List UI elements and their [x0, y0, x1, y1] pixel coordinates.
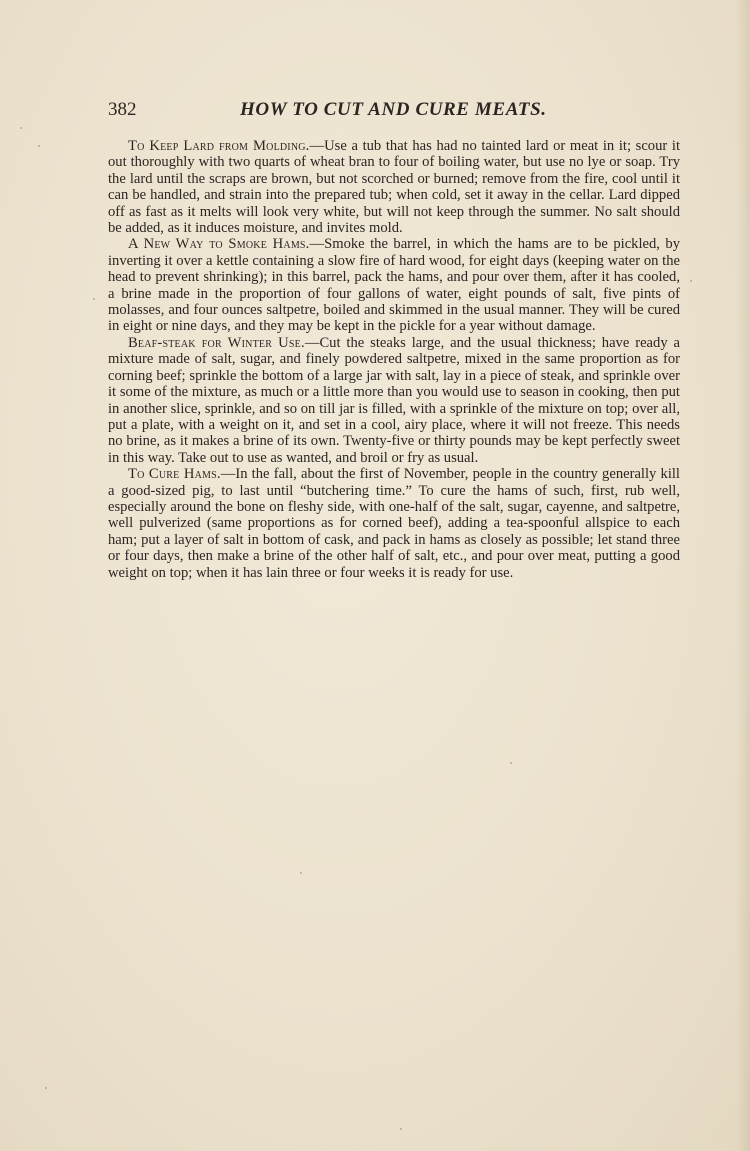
paragraph-heading: Beaf-steak for Winter Use.	[128, 334, 305, 351]
running-title: HOW TO CUT AND CURE MEATS.	[240, 99, 547, 120]
page-edge-shadow	[736, 0, 750, 1151]
paragraph-text: —Cut the steaks large, and the usual thickness; have ready a mixture made of salt, sugar, and finely powdered saltpetre, mixed in the same proportion as for corning beef; sprinkle the bottom of a large jar with salt, lay in a piece of steak, and sprinkle over it some of the mixture, as much or a little more than you would use to season in cooking, then put in another slice, sprinkle, and so on till jar is filled, with a sprinkle of the mixture on top; over all, put a plate, with a weight on it, and set in a cool, airy place, where it will not freeze. This needs no brine, as it makes a brine of its own. Twenty-five or thirty pounds may be kept perfectly sweet in this way. Take out to use as wanted, and broil or fry as usual.	[108, 334, 680, 466]
page-header	[108, 99, 682, 123]
paragraph-heading: To Cure Hams.	[128, 466, 221, 483]
paper-speck	[690, 280, 692, 282]
paper-speck	[38, 145, 40, 147]
paper-speck	[45, 1087, 47, 1089]
page-number: 382	[108, 99, 137, 120]
paragraph-text: —Smoke the barrel, in which the hams are to be pickled, by inverting it over a kettle containing a slow fire of hard wood, for eight days (keeping water on the head to prevent shrinking); in this barrel, pack the hams, and pour over them, after it has cooled, a brine made in the proportion of four gallons of water, eight pounds of salt, five pints of molasses, and four ounces saltpetre, boiled and skimmed in the usual manner. They will be cured in eight or nine days, and they may be kept in the pickle for a year without damage.	[108, 236, 680, 335]
paragraph-cure-hams	[108, 466, 680, 581]
paper-speck	[20, 127, 22, 129]
paragraph-smoke-hams	[108, 236, 680, 334]
paper-speck	[93, 298, 95, 300]
paragraph-keep-lard	[108, 138, 680, 236]
paper-speck	[300, 872, 302, 874]
paper-speck	[400, 1128, 402, 1130]
paragraph-beaf-steak	[108, 335, 680, 466]
paragraph-heading: A New Way to Smoke Hams.	[128, 236, 310, 253]
paragraph-heading: To Keep Lard from Molding.	[128, 138, 310, 154]
paper-speck	[510, 762, 512, 764]
paragraph-text: —In the fall, about the first of November, people in the country generally kill a good-sized pig, to last until “butchering time.” To cure the hams of such, first, rub well, especially around the bone on fleshy side, with one-half of the salt, sugar, cayenne, and saltpetre, well pulverized (same proportions as for corned beef), adding a tea-spoonful allspice to each ham; put a layer of salt in bottom of cask, and pack in hams as closely as possible; let stand three or four days, then make a brine of the other half of salt, etc., and pour over meat, putting a good weight on top; when it has lain three or four weeks it is ready for use.	[108, 466, 680, 581]
paragraph-text: —Use a tub that has had no tainted lard or meat in it; scour it out thoroughly with two quarts of wheat bran to four of boiling water, but use no lye or soap. Try the lard until the scraps are brown, but not scorched or burned; remove from the fire, cool until it can be handled, and strain into the prepared tub; when cold, set it away in the cellar. Lard dipped off as fast as it melts will look very white, but will not keep through the summer. No salt should be added, as it induces moisture, and invites mold.	[108, 138, 680, 237]
body-text	[108, 138, 680, 581]
